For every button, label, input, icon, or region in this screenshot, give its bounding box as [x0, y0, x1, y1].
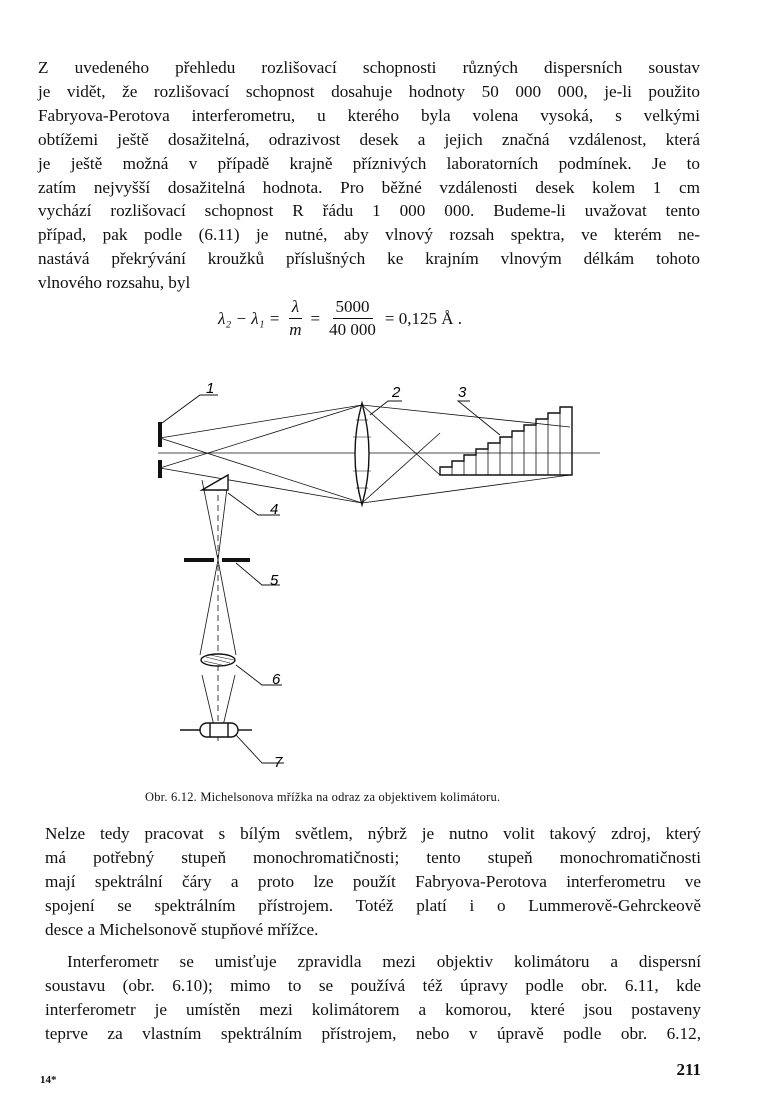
text-line: mají spektrální čáry a proto lze použít Fabryova-Perotova interferometru ve — [45, 871, 701, 891]
text-line: Fabryova-Perotova interferometru, u kterého byla volena vysoká, s velkými — [38, 105, 700, 125]
text-line: vychází rozlišovací schopnost R řádu 1 000 000. Budeme-li uvažovat tento — [38, 201, 700, 221]
text-line: spojení se spektrálním přístrojem. Totéž platí i o Lummerově-Gehrckeově — [45, 895, 701, 915]
text-line: desce a Michelsonově stupňové mřížce. — [45, 919, 319, 939]
text-line: je ještě možná v případě krajně příznivých laboratorních podmínek. Je to — [38, 153, 700, 173]
echelon-grating — [440, 407, 572, 475]
fraction-lambda-over-m — [286, 296, 304, 341]
text-line: interferometr je umístěn mezi kolimátorem a komorou, které jsou postaveny — [45, 999, 701, 1019]
figure-label: 4 — [270, 501, 279, 518]
fraction-denominator: m — [289, 320, 302, 339]
fraction-denominator: 40 000 — [329, 320, 376, 339]
eyepiece — [180, 723, 252, 737]
signature-mark: 14* — [40, 1074, 57, 1086]
paragraph-1 — [38, 56, 700, 295]
text-line: soustavu (obr. 6.10); mimo to se používá též úpravy podle obr. 6.11, kde — [45, 975, 701, 995]
figure-caption: Obr. 6.12. Michelsonova mřížka na odraz za objektivem kolimátoru. — [145, 790, 501, 804]
text-line: je vidět, že rozlišovací schopnost dosahuje hodnoty 50 000 000, je-li použito — [38, 81, 700, 101]
text-line: Interferometr se umisťuje zpravidla mezi objektiv kolimátoru a dispersní — [67, 952, 701, 971]
figure-label: 6 — [272, 671, 281, 688]
figure-label: 5 — [270, 572, 279, 589]
figure-label: 2 — [392, 384, 401, 401]
text-line: Z uvedeného přehledu rozlišovací schopnosti různých dispersních soustav — [38, 58, 700, 77]
page-number: 211 — [676, 1060, 701, 1079]
equation-lhs: λ₂ − λ₁ = — [218, 308, 281, 328]
paragraph-3 — [45, 950, 701, 1046]
text-line: obtížemi ještě dosažitelná, odrazivost desek a jejich značná vzdálenost, která — [38, 129, 700, 149]
fraction-numerator: λ — [289, 296, 302, 319]
text-line: vlnového rozsahu, byl — [38, 273, 191, 293]
text-line: Nelze tedy pracovat s bílým světlem, nýbrž je nutno volit takový zdroj, který — [45, 824, 701, 843]
fraction-numerator: 5000 — [333, 296, 373, 319]
figure-label: 7 — [274, 754, 283, 771]
text-line: zatím nejvyšší dosažitelná hodnota. Pro běžné vzdálenosti desek kolem 1 cm — [38, 177, 700, 197]
collimator-lens — [355, 403, 369, 505]
text-line: má potřebný stupeň monochromatičnosti; tento stupeň monochromatičnosti — [45, 847, 701, 867]
figure-label: 1 — [206, 380, 215, 397]
optical-diagram — [140, 375, 620, 785]
text-line: případ, pak podle (6.11) je nutné, aby vlnový rozsah spektra, ve kterém ne- — [38, 225, 700, 245]
fraction-numeric — [326, 296, 379, 341]
figure-label: 3 — [458, 384, 467, 401]
equals-sign: = — [310, 308, 321, 328]
paragraph-2 — [45, 822, 701, 942]
text-line: teprve za vlastním spektrálním přístrojem, nebo v úpravě podle obr. 6.12, — [45, 1023, 701, 1043]
equation-result: = 0,125 Å . — [384, 308, 462, 328]
text-line: nastává překrývání kroužků příslušných ke krajním vlnovým délkám tohoto — [38, 249, 700, 269]
equation — [218, 296, 462, 341]
